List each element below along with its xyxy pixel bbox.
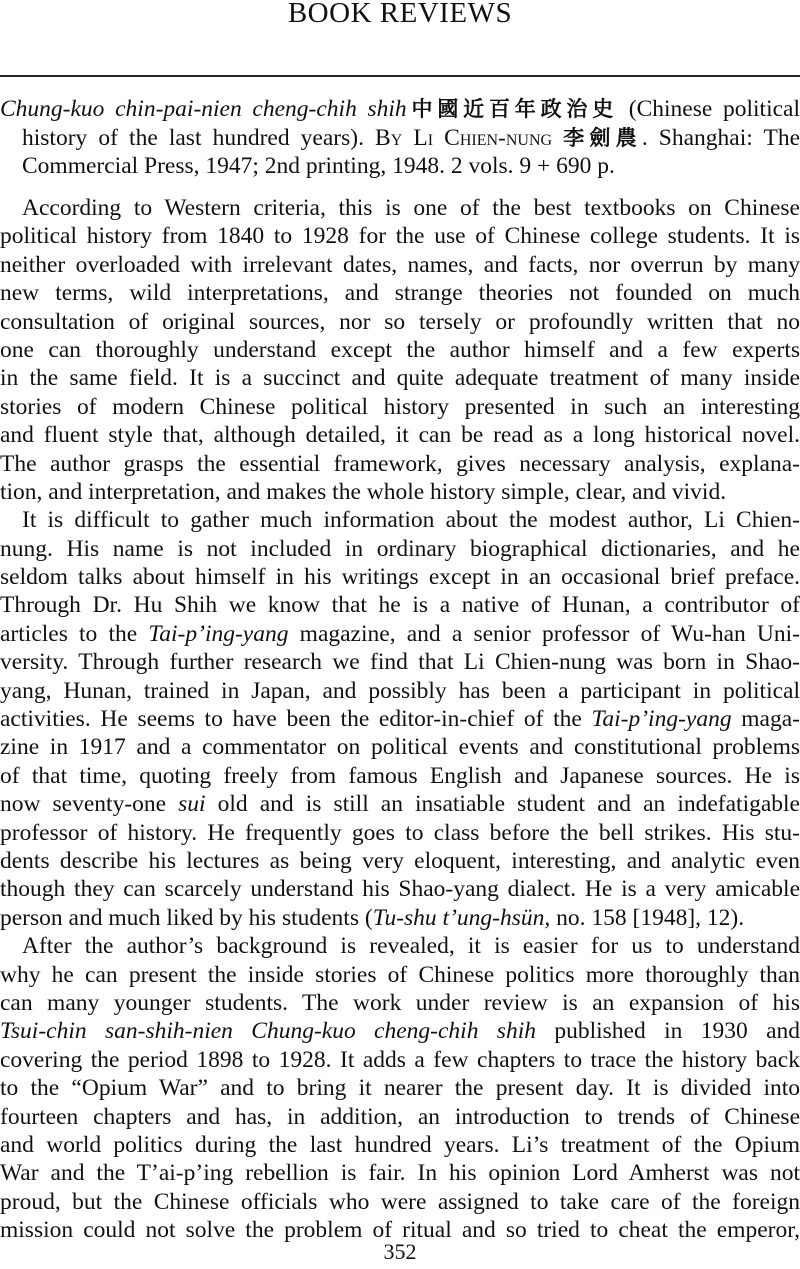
text-segment: and fluent style that, although detailed, it can be read as a long historical novel. (0, 422, 800, 449)
body-line (0, 393, 800, 421)
book-citation (0, 95, 800, 181)
text-segment: stories of modern Chinese political history presented in such an interesting (0, 393, 800, 420)
body-line (0, 506, 800, 534)
text-segment: It is difficult to gather much information about the modest author, Li Chien- (22, 507, 800, 534)
text-segment: nung. His name is not included in ordinary biographical dictionaries, and he (0, 535, 800, 562)
text-segment: yang, Hunan, trained in Japan, and possibly has been a participant in political (0, 677, 800, 704)
text-segment: proud, but the Chinese officials who were assigned to take care of the foreign (0, 1188, 800, 1215)
text-segment: person and much liked by his students ( (0, 904, 373, 931)
citation-publisher-2: Commercial Press, 1947; 2nd printing, 1948. 2 vols. 9 + 690 p. (22, 153, 615, 179)
body-line (0, 308, 800, 336)
text-segment: After the author’s background is revealed, it is easier for us to understand (22, 933, 800, 960)
citation-author-chinese: 李劍農 (563, 125, 642, 150)
body-line (0, 591, 800, 619)
body-line (0, 251, 800, 279)
text-segment: consultation of original sources, nor so tersely or profoundly written that no (0, 308, 800, 335)
text-segment: seldom talks about himself in his writings except in an occasional brief preface. (0, 564, 800, 591)
text-segment: maga- (731, 706, 800, 733)
text-segment: can many younger students. The work under review is an expansion of his (0, 989, 800, 1016)
text-segment: old and is still an insatiable student and an indefatigable (205, 791, 800, 818)
text-segment: no. 158 [1948], 12). (550, 904, 745, 931)
text-segment: dents describe his lectures as being very eloquent, interesting, and analytic even (0, 847, 800, 874)
body-line (0, 904, 800, 932)
body-line (0, 222, 800, 250)
body-line (0, 762, 800, 790)
body-line (0, 1046, 800, 1074)
text-segment: now seventy-one (0, 791, 179, 818)
italic-title: Tai-p’ing-yang (591, 706, 732, 733)
body-line (0, 478, 800, 506)
text-segment: covering the period 1898 to 1928. It adds a few chapters to trace the history back (0, 1046, 800, 1073)
citation-title-chinese: 中國近百年政治史 (406, 97, 619, 121)
italic-title: Tai-p’ing-yang (148, 620, 289, 647)
citation-author-romanized: Chien-nung (444, 124, 553, 151)
page-number: 352 (383, 1239, 417, 1264)
text-segment: political history from 1840 to 1928 for the use of Chinese college students. It is (0, 223, 800, 250)
citation-by: By (375, 124, 403, 151)
citation-line-1 (0, 95, 800, 124)
body-line (0, 847, 800, 875)
running-head: BOOK REVIEWS (287, 0, 513, 29)
text-segment: though they can scarcely understand his Shao-yang dialect. He is a very amicable (0, 876, 800, 903)
body-line (0, 989, 800, 1017)
text-segment: The author grasps the essential framework, gives necessary analysis, explana- (0, 450, 800, 477)
citation-line-3 (0, 152, 800, 181)
text-segment: tion, and interpretation, and makes the whole history simple, clear, and vivid. (0, 478, 727, 505)
text-segment: zine in 1917 and a commentator on political events and constitutional problems (0, 734, 800, 761)
body-line (0, 677, 800, 705)
review-body (0, 194, 800, 1244)
text-segment: to the “Opium War” and to bring it nearer the present day. It is divided into (0, 1075, 800, 1102)
text-segment: in the same field. It is a succinct and quite adequate treatment of many inside (0, 365, 800, 392)
header-rule (0, 75, 800, 77)
citation-publisher-1: . Shanghai: The (641, 124, 800, 151)
body-line (0, 620, 800, 648)
text-segment: According to Western criteria, this is one of the best textbooks on Chinese (22, 195, 800, 221)
citation-title-translation: (Chinese political (628, 96, 800, 122)
citation-author-li: Li (413, 124, 434, 151)
text-segment: one can thoroughly understand except the author himself and a few experts (0, 336, 800, 363)
body-line (0, 364, 800, 392)
italic-title: Tu-shu t’ung-hsün, (372, 904, 551, 931)
text-segment: neither overloaded with irrelevant dates, names, and facts, nor overrun by many (0, 251, 800, 278)
text-segment: published in 1930 and (535, 1018, 800, 1045)
citation-title-romanized: Chung-kuo chin-pai-nien cheng-chih shih (0, 96, 407, 122)
body-line (0, 194, 800, 222)
body-line (0, 875, 800, 903)
body-line (0, 733, 800, 761)
italic-title: Tsui-chin san-shih-nien Chung-kuo cheng-chih shih (0, 1018, 536, 1045)
text-segment: of that time, quoting freely from famous English and Japanese sources. He is (0, 762, 800, 789)
citation-line-2 (0, 124, 800, 153)
body-line (0, 279, 800, 307)
body-line (0, 1159, 800, 1187)
body-line (0, 535, 800, 563)
body-line (0, 450, 800, 478)
text-segment: activities. He seems to have been the editor-in-chief of the (0, 706, 592, 733)
text-segment: articles to the (0, 620, 149, 647)
text-segment: new terms, wild interpretations, and strange theories not founded on much (0, 280, 800, 307)
citation-translation-cont: history of the last hundred years). (22, 124, 364, 151)
body-line (0, 1103, 800, 1131)
body-line (0, 1188, 800, 1216)
body-line (0, 932, 800, 960)
body-line (0, 1131, 800, 1159)
text-segment: and world politics during the last hundred years. Li’s treatment of the Opium (0, 1131, 800, 1158)
text-segment: War and the T’ai-p’ing rebellion is fair. In his opinion Lord Amherst was not (0, 1160, 800, 1187)
body-line (0, 790, 800, 818)
text-segment: professor of history. He frequently goes to class before the bell strikes. His stu- (0, 819, 800, 846)
italic-title: sui (178, 791, 206, 818)
text-segment: magazine, and a senior professor of Wu-han Uni- (288, 620, 800, 647)
body-line (0, 1074, 800, 1102)
body-line (0, 336, 800, 364)
body-line (0, 1017, 800, 1045)
text-segment: Through Dr. Hu Shih we know that he is a native of Hunan, a contributor of (0, 592, 800, 619)
text-segment: versity. Through further research we find that Li Chien-nung was born in Shao- (0, 649, 800, 676)
body-line (0, 421, 800, 449)
body-line (0, 705, 800, 733)
text-segment: mission could not solve the problem of ritual and so tried to cheat the emperor, (0, 1217, 800, 1244)
body-line (0, 819, 800, 847)
body-line (0, 563, 800, 591)
text-segment: fourteen chapters and has, in addition, an introduction to trends of Chinese (0, 1103, 800, 1130)
text-segment: why he can present the inside stories of Chinese politics more thoroughly than (0, 961, 800, 988)
body-line (0, 961, 800, 989)
body-line (0, 648, 800, 676)
